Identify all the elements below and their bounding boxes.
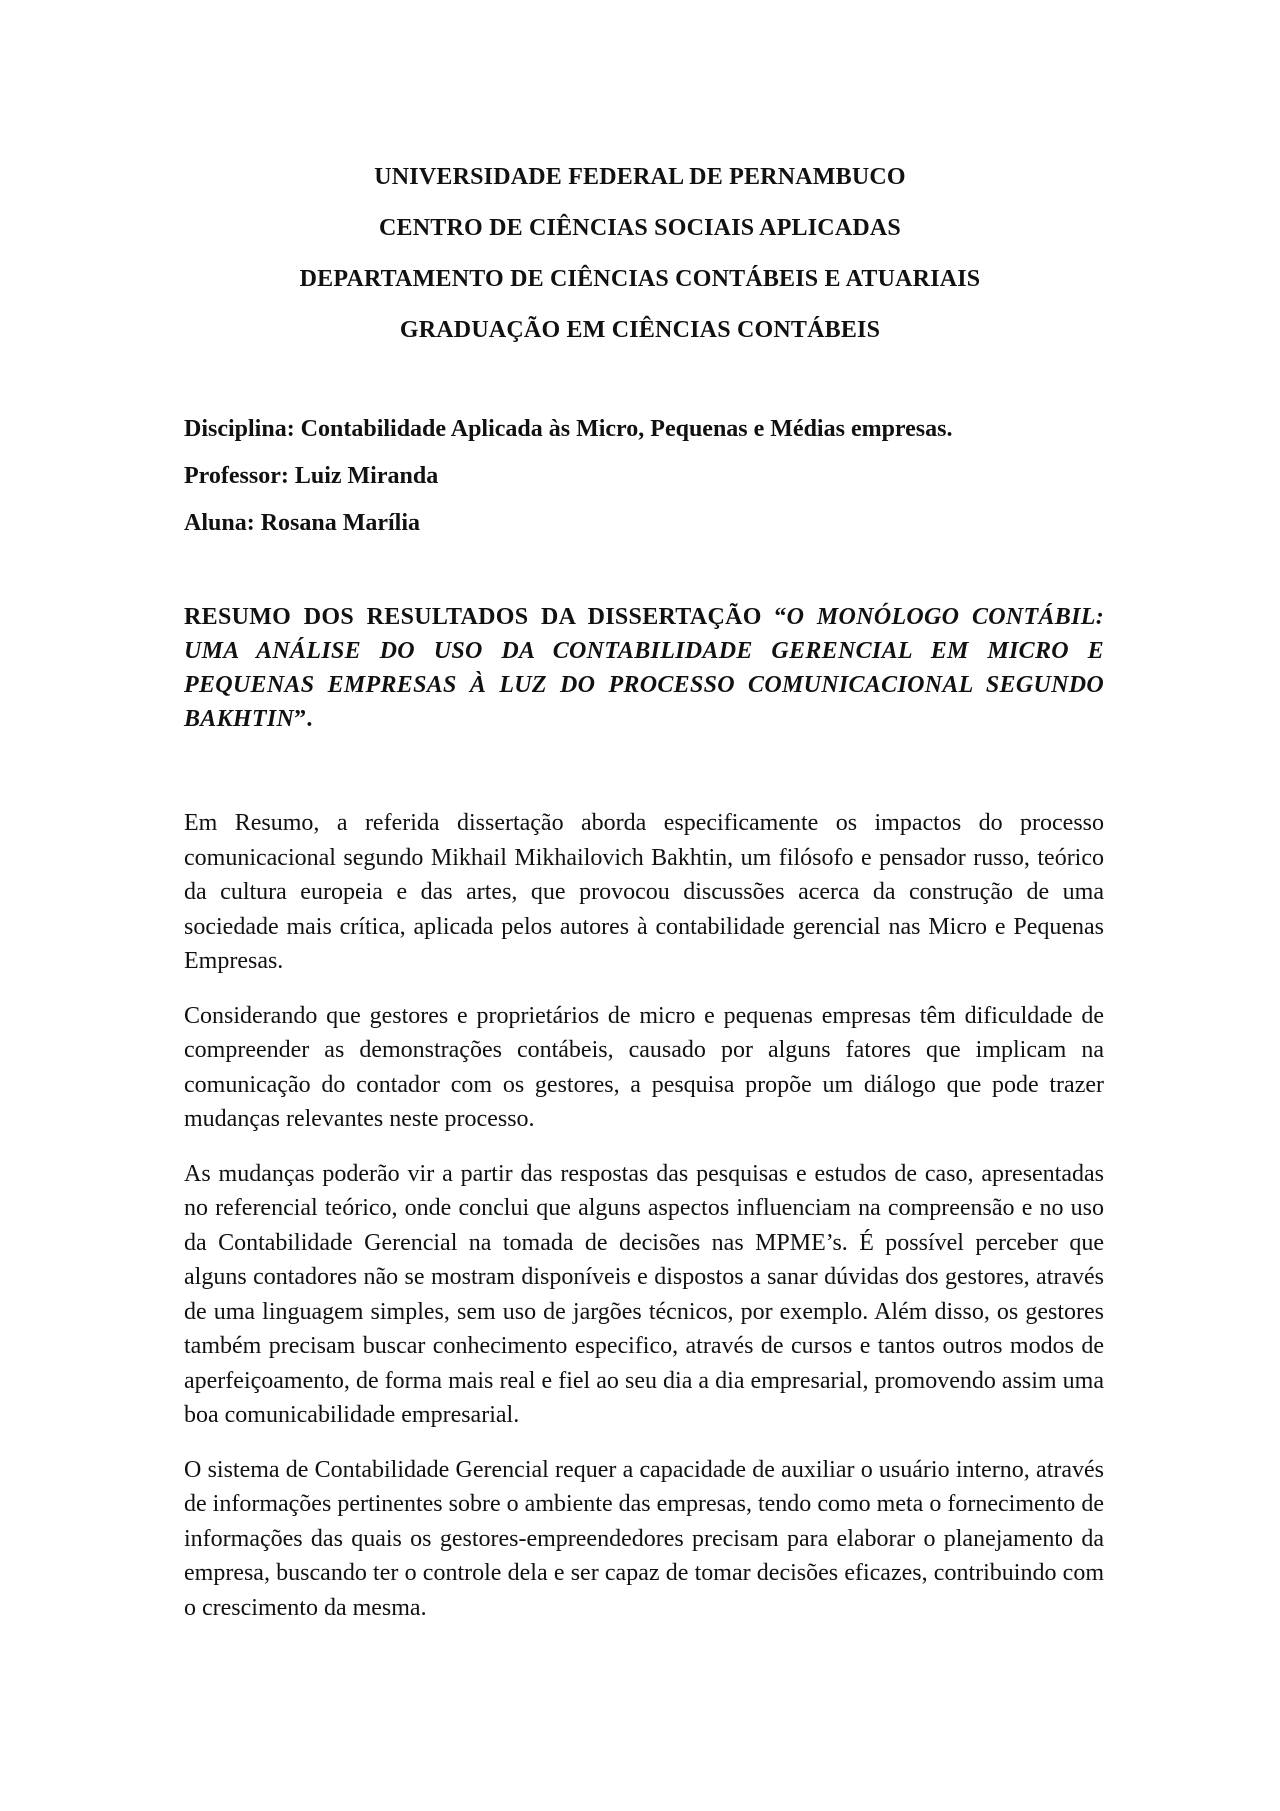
body-paragraph-4: O sistema de Contabilidade Gerencial requer a capacidade de auxiliar o usuário interno, através de informações pertinentes sobre o ambiente das empresas, tendo como meta o fornecimento de informações das quais os gestores-empreendedores precisam para elaborar o planejamento da empresa, buscando ter o controle dela e ser capaz de tomar decisões eficazes, contribuindo com o crescimento da mesma. [184,1456,1104,1621]
title-dissertation-name: O MONÓLOGO CONTÁBIL: UMA ANÁLISE DO USO DA CONTABILIDADE GERENCIAL EM MICRO E PEQUENAS EMPRESAS À LUZ DO PROCESSO COMUNICACIONAL SEGUNDO BAKHTIN [184,604,1104,732]
body-paragraph-2: Considerando que gestores e proprietários de micro e pequenas empresas têm dificuldade de compreender as demonstrações contábeis, causado por alguns fatores que implicam na comunicação do contador com os gestores, a pesquisa propõe um diálogo que pode trazer mudanças relevantes neste processo. [184,1002,1104,1132]
institution-header [0,152,1280,356]
header-center: CENTRO DE CIÊNCIAS SOCIAIS APLICADAS [379,215,901,241]
document-body [184,806,1104,1645]
title-suffix: ”. [294,706,313,732]
course-info [184,406,1104,547]
title-prefix: RESUMO DOS RESULTADOS DA DISSERTAÇÃO “ [184,604,787,630]
professor-line: Professor: Luiz Miranda [184,463,439,489]
discipline-line: Disciplina: Contabilidade Aplicada às Micro, Pequenas e Médias empresas. [184,416,953,442]
header-course: GRADUAÇÃO EM CIÊNCIAS CONTÁBEIS [399,317,881,343]
body-paragraph-1: Em Resumo, a referida dissertação aborda especificamente os impactos do processo comunicacional segundo Mikhail Mikhailovich Bakhtin, um filósofo e pensador russo, teórico da cultura europeia e das artes, que provocou discussões acerca da construção de uma sociedade mais crítica, aplicada pelos autores à contabilidade gerencial nas Micro e Pequenas Empresas. [184,810,1104,974]
body-paragraph-3: As mudanças poderão vir a partir das respostas das pesquisas e estudos de caso, apresentadas no referencial teórico, onde conclui que alguns aspectos influenciam na compreensão e no uso da Contabilidade Gerencial na tomada de decisões nas MPME’s. É possível perceber que alguns contadores não se mostram disponíveis e dispostos a sanar dúvidas dos gestores, através de uma linguagem simples, sem uso de jargões técnicos, por exemplo. Além disso, os gestores também precisam buscar conhecimento especifico, através de cursos e tantos outros modos de aperfeiçoamento, de forma mais real e fiel ao seu dia a dia empresarial, promovendo assim uma boa comunicabilidade empresarial. [184,1160,1104,1428]
document-title [184,600,1104,736]
header-department: DEPARTAMENTO DE CIÊNCIAS CONTÁBEIS E ATUARIAIS [299,266,981,292]
student-line: Aluna: Rosana Marília [184,510,421,536]
header-university: UNIVERSIDADE FEDERAL DE PERNAMBUCO [374,164,906,190]
